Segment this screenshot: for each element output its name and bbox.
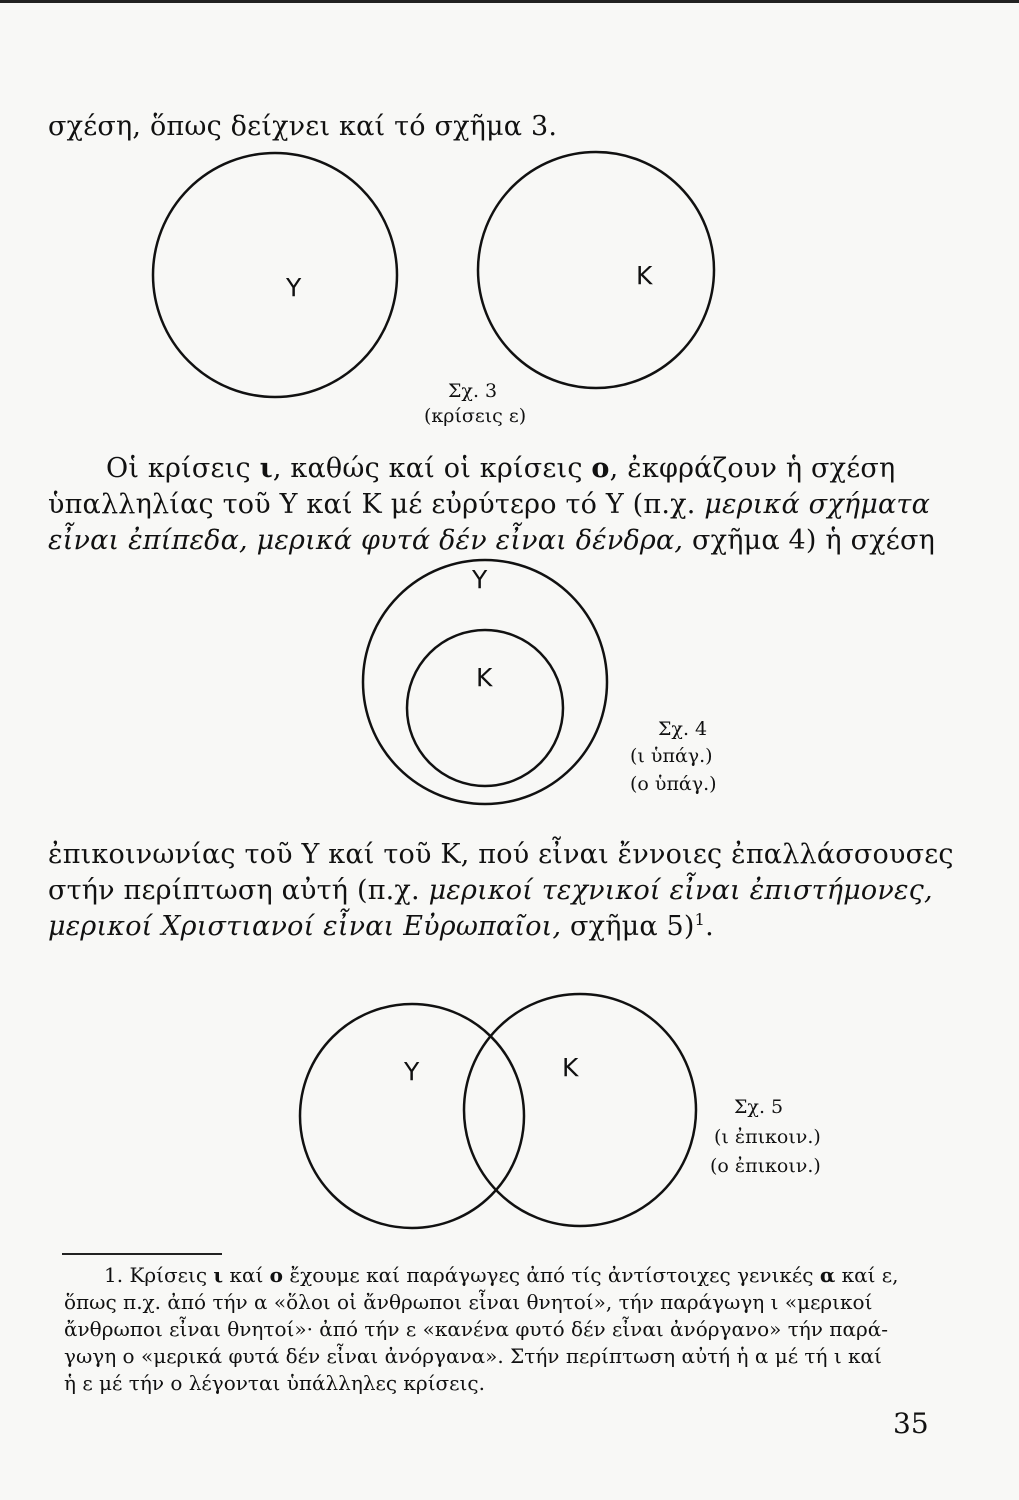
footnote-line-1-d: ο — [269, 1263, 283, 1287]
footnote-line-1-c: καί — [223, 1263, 270, 1287]
text-line-5 — [48, 838, 954, 872]
text-line-1-content: σχέση, ὅπως δείχνει καί τό σχῆμα 3. — [48, 111, 558, 142]
text-line-4-b: σχῆμα 4) ἡ σχέση — [683, 525, 935, 556]
footnote-rule — [62, 1253, 222, 1255]
footnote-line-1-g: καί ε, — [835, 1263, 899, 1287]
text-line-2-e: , ἐκφράζουν ἡ σχέση — [609, 453, 896, 484]
text-line-7-b: σχῆμα 5) — [561, 911, 695, 942]
footnote-line-1-b: ι — [213, 1263, 224, 1287]
fig5-caption: Σχ. 5 — [734, 1096, 784, 1118]
text-line-3 — [48, 488, 930, 522]
text-line-4-a: εἶναι ἐπίπεδα, μερικά φυτά δέν εἶναι δένδρα, — [48, 525, 684, 556]
text-line-3-b: μερικά σχήματα — [704, 489, 931, 520]
fig4-caption: Σχ. 4 — [658, 718, 708, 740]
fig4-subcaption-1: (ι ὑπάγ.) — [630, 745, 713, 767]
footnote-line-2: ὅπως π.χ. ἀπό τήν α «ὅλοι οἱ ἄνθρωποι εἶναι θνητοί», τήν παράγωγη ι «μερικοί — [64, 1290, 873, 1314]
text-line-2-a: Οἱ κρίσεις — [106, 453, 260, 484]
top-edge-line — [0, 0, 1019, 3]
fig3-caption: Σχ. 3 — [448, 380, 498, 402]
text-line-7-c: . — [705, 911, 714, 942]
text-line-2-d: ο — [591, 453, 610, 484]
text-line-6-a: στήν περίπτωση αὐτή (π.χ. — [48, 875, 429, 906]
text-line-1 — [48, 110, 557, 144]
fig4-label-k: Κ — [476, 663, 493, 692]
footnote-line-1-a: 1. Κρίσεις — [104, 1263, 214, 1287]
fig4-label-y: Υ — [472, 565, 488, 594]
fig5-circle-k — [464, 994, 696, 1226]
fig3-label-y: Υ — [286, 273, 302, 302]
footnote-line-5: ἡ ε μέ τήν ο λέγονται ὑπάλληλες κρίσεις. — [64, 1371, 485, 1395]
fig3-circle-k — [478, 152, 714, 388]
text-line-2-b: ι — [259, 453, 273, 484]
text-line-5-content: ἐπικοινωνίας τοῦ Υ καί τοῦ Κ, πού εἶναι ἔννοιες ἐπαλλάσσουσες — [48, 839, 954, 870]
footnote-reference: 1 — [694, 910, 706, 929]
fig3-subcaption: (κρίσεις ε) — [424, 405, 527, 427]
text-line-2 — [106, 452, 895, 486]
fig5-subcaption-2: (ο ἐπικοιν.) — [710, 1155, 821, 1177]
page-number: 35 — [893, 1407, 929, 1440]
text-line-7-a: μερικοί Χριστιανοί εἶναι Εὐρωπαῖοι, — [48, 911, 562, 942]
fig3-circle-y — [153, 153, 397, 397]
fig4-circle-k — [407, 630, 563, 786]
footnote-line-1 — [104, 1262, 899, 1289]
text-line-3-a: ὑπαλληλίας τοῦ Υ καί Κ μέ εὐρύτερο τό Υ (π.χ. — [48, 489, 705, 520]
footnote-line-4: γωγη ο «μερικά φυτά δέν εἶναι ἀνόργανα». Στήν περίπτωση αὐτή ἡ α μέ τή ι καί — [64, 1344, 882, 1368]
fig5-subcaption-1: (ι ἐπικοιν.) — [714, 1126, 821, 1148]
footnote-line-1-e: ἔχουμε καί παράγωγες ἀπό τίς ἀντίστοιχες γενικές — [283, 1263, 820, 1287]
text-line-6-b: μερικοί τεχνικοί εἶναι ἐπιστήμονες, — [428, 875, 933, 906]
fig3-label-k: Κ — [636, 261, 653, 290]
text-line-2-c: , καθώς καί οἱ κρίσεις — [272, 453, 592, 484]
figure-4-diagram — [350, 560, 650, 820]
text-line-4 — [48, 524, 935, 558]
figure-5-diagram — [290, 1000, 710, 1240]
fig5-label-y: Υ — [404, 1057, 420, 1086]
fig4-subcaption-2: (ο ὑπάγ.) — [630, 773, 717, 795]
fig5-label-k: Κ — [562, 1053, 579, 1082]
text-line-7 — [48, 910, 714, 944]
footnote-line-1-f: α — [819, 1263, 836, 1287]
text-line-6 — [48, 874, 933, 908]
footnote-line-3: ἄνθρωποι εἶναι θνητοί»· ἀπό τήν ε «κανένα φυτό δέν εἶναι ἀνόργανο» τήν παρά- — [64, 1317, 888, 1341]
